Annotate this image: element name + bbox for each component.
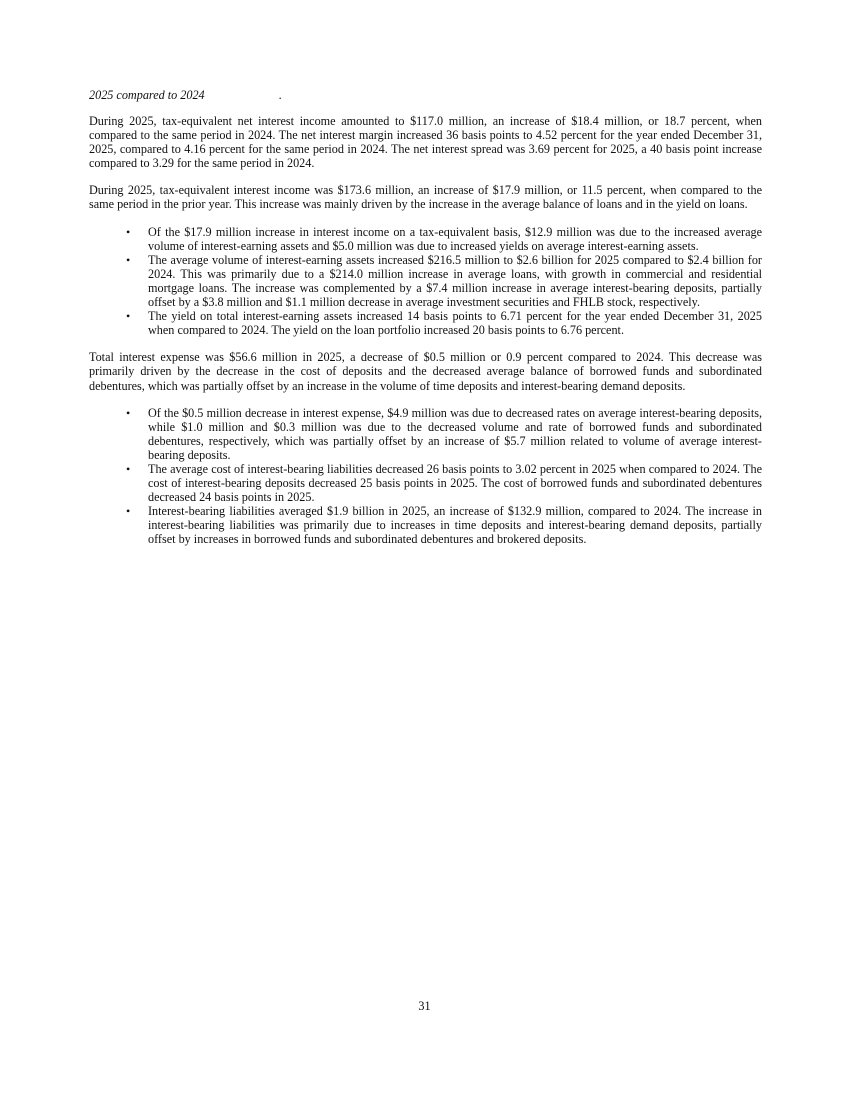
list-item [89,225,762,253]
bullet-icon: • [126,252,131,267]
heading-mark: . [278,88,282,102]
list-item [89,309,762,337]
list-item-text: Of the $17.9 million increase in interest income on a tax-equivalent basis, $12.9 million was due to the increased average volume of interest-earning assets and $5.0 million was due to increased yields on average interest-earning assets. [148,224,762,253]
list-item-text: Interest-bearing liabilities averaged $1.9 billion in 2025, an increase of $132.9 million, compared to 2024. The increase in interest-bearing liabilities was primarily due to increases in time deposits and interest-bearing demand deposits, partially offset by increases in borrowed funds and subordinated debentures and brokered deposits. [148,504,762,547]
bullet-icon: • [126,405,131,420]
bullet-icon: • [126,461,131,476]
paragraph-interest-expense: Total interest expense was $56.6 million in 2025, a decrease of $0.5 million or 0.9 percent compared to 2024. This decrease was primarily driven by the decrease in the cost of deposits and the decreased average balance of borrowed funds and subordinated debentures, which was partially offset by an increase in the volume of time deposits and interest-bearing demand deposits. [89,350,762,393]
list-item [89,406,762,462]
list-item [89,253,762,309]
bullet-list-interest-expense [89,406,762,547]
bullet-icon: • [126,504,131,519]
list-item [89,504,762,546]
list-item-text: The average volume of interest-earning assets increased $216.5 million to $2.6 billion for 2025 compared to $2.4 billion for 2024. This was primarily due to a $214.0 million increase in average loans, with growth in commercial and residential mortgage loans. The increase was complemented by a $7.4 million increase in average interest-bearing deposits, partially offset by a $3.8 million and $1.1 million decrease in average investment securities and FHLB stock, respectively. [148,252,762,310]
paragraph-net-interest-income: During 2025, tax-equivalent net interest income amounted to $117.0 million, an increase of $18.4 million, or 18.7 percent, when compared to the same period in 2024. The net interest margin increased 36 basis points to 4.52 percent for the year ended December 31, 2025, compared to 4.16 percent for the same period in 2024. The net interest spread was 3.69 percent for 2025, a 40 basis point increase compared to 3.29 for the same period in 2024. [89,114,762,171]
list-item-text: The average cost of interest-bearing liabilities decreased 26 basis points to 3.02 percent in 2025 when compared to 2024. The cost of interest-bearing deposits decreased 25 basis points in 2025. The cost of borrowed funds and subordinated debentures decreased 24 basis points in 2025. [148,461,762,505]
paragraph-interest-income: During 2025, tax-equivalent interest income was $173.6 million, an increase of $17.9 million, or 11.5 percent, when compared to the same period in the prior year. This increase was mainly driven by the increase in the average balance of loans and in the yield on loans. [89,183,762,212]
section-heading [89,88,762,103]
document-page [89,88,762,560]
bullet-icon: • [126,309,131,324]
list-item-text: Of the $0.5 million decrease in interest expense, $4.9 million was due to decreased rates on average interest-bearing deposits, while $1.0 million and $0.3 million was due to the decreased volume and rate of borrowed funds and subordinated debentures, respectively, which was partially offset by an increase of $5.7 million related to volume of average interest-bearing deposits. [148,405,762,462]
bullet-icon: • [126,224,131,239]
bullet-list-interest-income [89,225,762,338]
section-heading-text: 2025 compared to 2024 [89,88,205,102]
list-item-text: The yield on total interest-earning assets increased 14 basis points to 6.71 percent for the year ended December 31, 2025 when compared to 2024. The yield on the loan portfolio increased 20 basis points to 6.76 percent. [148,309,762,338]
page-number: 31 [418,999,431,1013]
list-item [89,462,762,504]
